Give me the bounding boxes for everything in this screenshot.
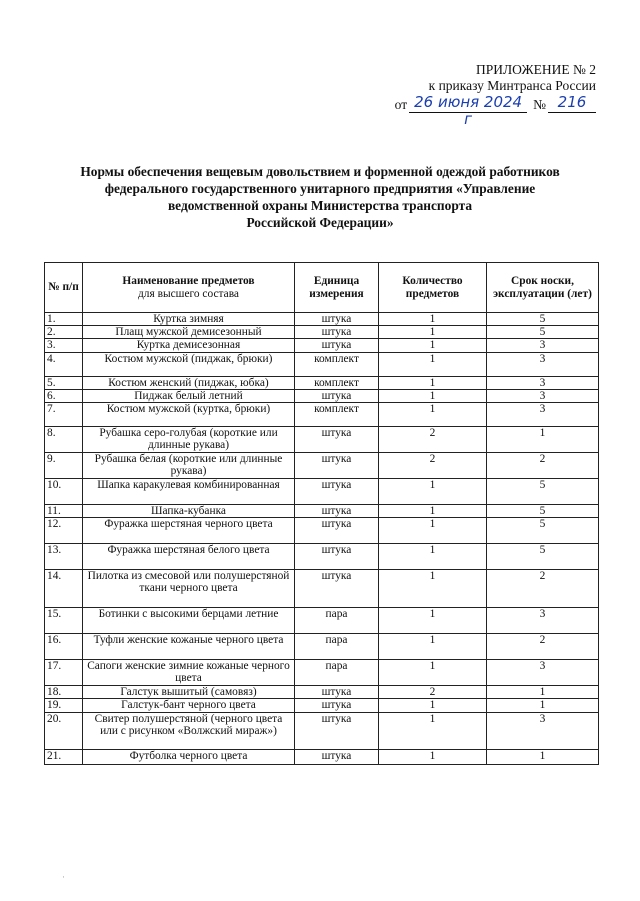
wear-term: 5 [487, 505, 599, 518]
unit-of-measure: пара [295, 608, 379, 634]
row-number: 1. [45, 313, 83, 326]
quantity: 1 [379, 505, 487, 518]
wear-term: 3 [487, 352, 599, 376]
unit-of-measure: штука [295, 427, 379, 453]
wear-term: 5 [487, 479, 599, 505]
quantity: 1 [379, 389, 487, 402]
quantity: 1 [379, 544, 487, 570]
table-row [45, 505, 599, 518]
row-number: 5. [45, 376, 83, 389]
unit-of-measure: штука [295, 339, 379, 352]
row-number: 20. [45, 712, 83, 749]
table-header-row [45, 263, 599, 313]
item-name: Галстук вышитый (самовяз) [83, 686, 295, 699]
quantity: 1 [379, 608, 487, 634]
header-name-sub: для высшего состава [138, 287, 239, 300]
wear-term: 3 [487, 389, 599, 402]
table-row [45, 479, 599, 505]
unit-of-measure: комплект [295, 403, 379, 427]
item-name: Пилотка из смесовой или полушерстяной ткани черного цвета [83, 570, 295, 608]
row-number: 17. [45, 660, 83, 686]
quantity: 1 [379, 313, 487, 326]
table-row [45, 712, 599, 749]
table-row [45, 660, 599, 686]
wear-term: 3 [487, 712, 599, 749]
row-number: 10. [45, 479, 83, 505]
table-row [45, 749, 599, 764]
item-name: Футболка черного цвета [83, 749, 295, 764]
unit-of-measure: комплект [295, 352, 379, 376]
row-number: 4. [45, 352, 83, 376]
unit-of-measure: штука [295, 313, 379, 326]
quantity: 1 [379, 326, 487, 339]
header-num: № п/п [45, 263, 83, 313]
unit-of-measure: штука [295, 544, 379, 570]
wear-term: 1 [487, 749, 599, 764]
row-number: 21. [45, 749, 83, 764]
table-row [45, 544, 599, 570]
wear-term: 3 [487, 403, 599, 427]
title-line-3: ведомственной охраны Министерства транспорта [167, 198, 473, 213]
unit-of-measure: штука [295, 326, 379, 339]
unit-of-measure: штука [295, 505, 379, 518]
unit-of-measure: штука [295, 453, 379, 479]
row-number: 9. [45, 453, 83, 479]
quantity: 1 [379, 712, 487, 749]
table-row [45, 326, 599, 339]
wear-term: 5 [487, 518, 599, 544]
unit-of-measure: штука [295, 749, 379, 764]
item-name: Шапка-кубанка [83, 505, 295, 518]
norms-table [44, 262, 599, 765]
unit-of-measure: штука [295, 686, 379, 699]
appendix-header [346, 62, 596, 128]
wear-term: 5 [487, 313, 599, 326]
unit-of-measure: пара [295, 660, 379, 686]
wear-term: 3 [487, 660, 599, 686]
item-name: Фуражка шерстяная черного цвета [83, 518, 295, 544]
table-row [45, 608, 599, 634]
table-row [45, 339, 599, 352]
appendix-title: ПРИЛОЖЕНИЕ № 2 [475, 62, 596, 77]
quantity: 1 [379, 403, 487, 427]
item-name: Куртка зимняя [83, 313, 295, 326]
document-title [40, 163, 600, 231]
wear-term: 2 [487, 570, 599, 608]
table-row [45, 352, 599, 376]
table-row [45, 699, 599, 712]
wear-term: 2 [487, 634, 599, 660]
row-number: 6. [45, 389, 83, 402]
unit-of-measure: штука [295, 479, 379, 505]
row-number: 15. [45, 608, 83, 634]
row-number: 14. [45, 570, 83, 608]
table-row [45, 313, 599, 326]
appendix-order-ref: к приказу Минтранса России [428, 78, 596, 93]
row-number: 18. [45, 686, 83, 699]
item-name: Рубашка серо-голубая (короткие или длинные рукава) [83, 427, 295, 453]
item-name: Костюм женский (пиджак, юбка) [83, 376, 295, 389]
quantity: 2 [379, 686, 487, 699]
item-name: Костюм мужской (куртка, брюки) [83, 403, 295, 427]
wear-term: 1 [487, 699, 599, 712]
item-name: Свитер полушерстяной (черного цвета или с рисунком «Волжский мираж») [83, 712, 295, 749]
item-name: Костюм мужской (пиджак, брюки) [83, 352, 295, 376]
row-number: 13. [45, 544, 83, 570]
appendix-date-line [346, 93, 596, 128]
wear-term: 3 [487, 608, 599, 634]
wear-term: 3 [487, 339, 599, 352]
unit-of-measure: штука [295, 570, 379, 608]
quantity: 1 [379, 339, 487, 352]
quantity: 1 [379, 518, 487, 544]
quantity: 2 [379, 427, 487, 453]
item-name: Шапка каракулевая комбинированная [83, 479, 295, 505]
unit-of-measure: штука [295, 699, 379, 712]
quantity: 1 [379, 352, 487, 376]
header-unit: Единица измерения [295, 263, 379, 313]
wear-term: 5 [487, 326, 599, 339]
item-name: Ботинки с высокими берцами летние [83, 608, 295, 634]
scan-mark: · [62, 872, 65, 882]
item-name: Галстук-бант черного цвета [83, 699, 295, 712]
row-number: 12. [45, 518, 83, 544]
quantity: 1 [379, 570, 487, 608]
item-name: Сапоги женские зимние кожаные черного цвета [83, 660, 295, 686]
table-row [45, 453, 599, 479]
row-number: 16. [45, 634, 83, 660]
table-row [45, 518, 599, 544]
quantity: 1 [379, 699, 487, 712]
row-number: 19. [45, 699, 83, 712]
row-number: 2. [45, 326, 83, 339]
item-name: Туфли женские кожаные черного цвета [83, 634, 295, 660]
row-number: 11. [45, 505, 83, 518]
header-name [83, 263, 295, 313]
header-term: Срок носки, эксплуатации (лет) [487, 263, 599, 313]
item-name: Куртка демисезонная [83, 339, 295, 352]
title-line-1: Нормы обеспечения вещевым довольствием и форменной одеждой работников [80, 164, 560, 179]
unit-of-measure: штука [295, 518, 379, 544]
unit-of-measure: штука [295, 389, 379, 402]
wear-term: 1 [487, 686, 599, 699]
table-body [45, 313, 599, 765]
title-line-4: Российской Федерации» [246, 215, 394, 230]
item-name: Пиджак белый летний [83, 389, 295, 402]
quantity: 1 [379, 376, 487, 389]
header-qty: Количество предметов [379, 263, 487, 313]
handwritten-number: 216 [548, 94, 596, 113]
handwritten-date: 26 июня 2024 г [409, 94, 527, 113]
wear-term: 5 [487, 544, 599, 570]
row-number: 7. [45, 403, 83, 427]
header-name-main: Наименование предметов [122, 274, 255, 287]
title-line-2: федерального государственного унитарного предприятия «Управление [104, 181, 536, 196]
quantity: 2 [379, 453, 487, 479]
table-row [45, 634, 599, 660]
item-name: Плащ мужской демисезонный [83, 326, 295, 339]
row-number: 8. [45, 427, 83, 453]
table-row [45, 427, 599, 453]
row-number: 3. [45, 339, 83, 352]
item-name: Фуражка шерстяная белого цвета [83, 544, 295, 570]
quantity: 1 [379, 479, 487, 505]
table-row [45, 570, 599, 608]
number-prefix: № [533, 97, 546, 112]
date-prefix: от [394, 97, 408, 112]
item-name: Рубашка белая (короткие или длинные рукава) [83, 453, 295, 479]
wear-term: 2 [487, 453, 599, 479]
table-row [45, 686, 599, 699]
wear-term: 3 [487, 376, 599, 389]
unit-of-measure: комплект [295, 376, 379, 389]
table-row [45, 403, 599, 427]
table-row [45, 376, 599, 389]
table-row [45, 389, 599, 402]
wear-term: 1 [487, 427, 599, 453]
quantity: 1 [379, 634, 487, 660]
unit-of-measure: пара [295, 634, 379, 660]
quantity: 1 [379, 660, 487, 686]
quantity: 1 [379, 749, 487, 764]
unit-of-measure: штука [295, 712, 379, 749]
